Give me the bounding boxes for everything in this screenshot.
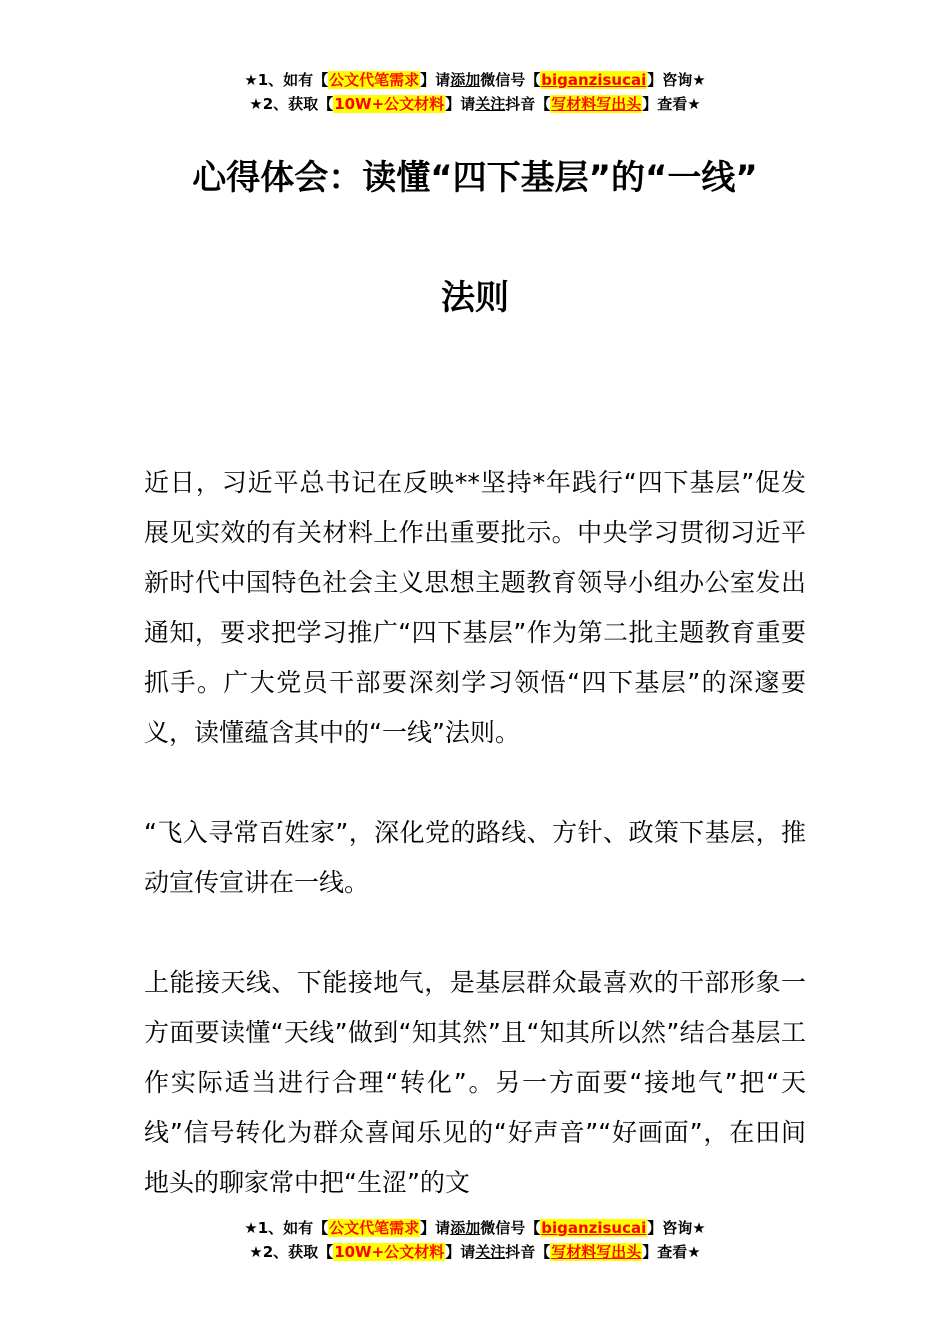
header-banner: [0, 68, 950, 116]
document-title-line-2: 法则: [441, 278, 509, 318]
banner-line-1: [0, 68, 950, 92]
banner-underlined-text: 添加: [450, 71, 481, 89]
banner-underlined-text: 关注: [475, 95, 506, 113]
paragraph: 上能接天线、下能接地气，是基层群众最喜欢的干部形象一方面要读懂“天线”做到“知其然”且“知其所以然”结合基层工作实际适当进行合理“转化”。另一方面要“接地气”把“天线”信号转化为群众喜闻乐见的“好声音”“好画面”，在田间地头的聊家常中把“生涩”的文: [144, 968, 806, 1197]
banner-text: 】请: [420, 71, 451, 89]
douyin-account-link[interactable]: 写材料写出头: [551, 1243, 642, 1261]
banner-underlined-text: 关注: [475, 1243, 506, 1261]
banner-text: ★1、如有【: [244, 71, 329, 89]
banner-text: 】查看★: [642, 1243, 701, 1261]
banner-text: 】请: [420, 1219, 451, 1237]
banner-underlined-text: 添加: [450, 1219, 481, 1237]
banner-text: 微信号【: [480, 1219, 541, 1237]
banner-text: ★1、如有【: [244, 1219, 329, 1237]
footer-banner: [0, 1216, 950, 1264]
ghostwriting-highlight: 公文代笔需求: [329, 71, 420, 89]
document-body: [144, 458, 806, 1208]
materials-highlight: 10W+公文材料: [334, 95, 445, 113]
banner-text: 】咨询★: [647, 71, 706, 89]
ghostwriting-highlight: 公文代笔需求: [329, 1219, 420, 1237]
banner-line-1: [0, 1216, 950, 1240]
document-title-line-1: 心得体会：读懂“四下基层”的“一线”: [192, 158, 758, 198]
banner-text: 微信号【: [480, 71, 541, 89]
materials-highlight: 10W+公文材料: [334, 1243, 445, 1261]
banner-text: 抖音【: [505, 1243, 551, 1261]
wechat-id-link[interactable]: biganzisucai: [541, 71, 647, 89]
paragraph: 近日，习近平总书记在反映**坚持*年践行“四下基层”促发展见实效的有关材料上作出重要批示。中央学习贯彻习近平新时代中国特色社会主义思想主题教育领导小组办公室发出通知，要求把学习推广“四下基层”作为第二批主题教育重要抓手。广大党员干部要深刻学习领悟“四下基层”的深邃要义，读懂蕴含其中的“一线”法则。: [144, 468, 806, 747]
banner-text: 】咨询★: [647, 1219, 706, 1237]
paragraph: “飞入寻常百姓家”，深化党的路线、方针、政策下基层，推动宣传宣讲在一线。: [144, 818, 806, 897]
banner-text: 】请: [445, 95, 476, 113]
banner-text: 】请: [445, 1243, 476, 1261]
banner-text: 抖音【: [505, 95, 551, 113]
banner-text: ★2、获取【: [249, 1243, 334, 1261]
banner-text: ★2、获取【: [249, 95, 334, 113]
banner-text: 】查看★: [642, 95, 701, 113]
banner-line-2: [0, 92, 950, 116]
douyin-account-link[interactable]: 写材料写出头: [551, 95, 642, 113]
wechat-id-link[interactable]: biganzisucai: [541, 1219, 647, 1237]
banner-line-2: [0, 1240, 950, 1264]
